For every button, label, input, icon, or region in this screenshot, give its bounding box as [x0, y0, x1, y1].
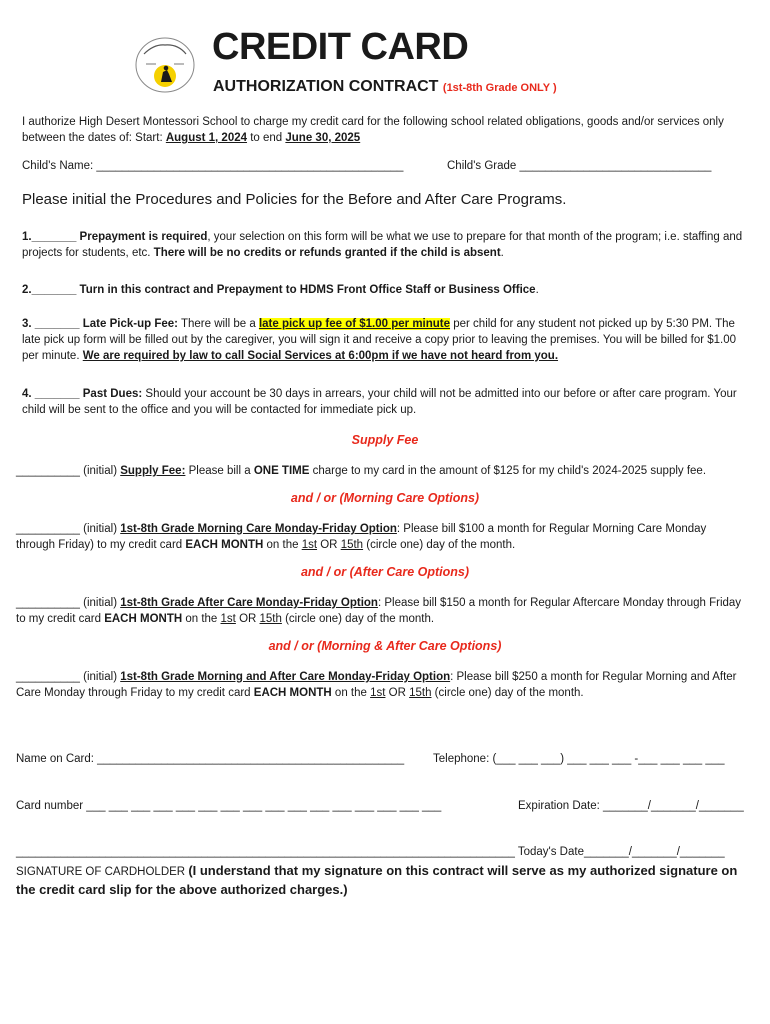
- card-number-field[interactable]: Card number ___ ___ ___ ___ ___ ___ ___ ___ ___ ___ ___ ___ ___ ___ ___ ___: [16, 800, 442, 812]
- child-name-field[interactable]: Child's Name: ________________________________________________: [22, 160, 404, 172]
- grade-note: (1st-8th Grade ONLY ): [442, 82, 557, 94]
- telephone-field[interactable]: Telephone: (___ ___ ___) ___ ___ ___ -___ ___ ___ ___: [433, 753, 725, 765]
- expiration-date-field[interactable]: Expiration Date: _______/_______/_______: [518, 800, 744, 812]
- morning-after-care-heading: and / or (Morning & After Care Options): [268, 639, 502, 653]
- policy-item-2: 2._______ Turn in this contract and Prepayment to HDMS Front Office Staff or Business Office.: [22, 284, 539, 296]
- end-date: June 30, 2025: [285, 132, 361, 144]
- late-fee-highlight: late pick up fee of $1.00 per minute: [258, 318, 451, 330]
- signature-line[interactable]: ______________________________________________________________________________ Today's Date_______/_______/_______: [16, 846, 725, 858]
- child-grade-field[interactable]: Child's Grade ______________________________: [447, 160, 712, 172]
- name-on-card-field[interactable]: Name on Card: ________________________________________________: [16, 753, 405, 765]
- signature-statement: SIGNATURE OF CARDHOLDER (I understand that my signature on this contract will serve as my authorized signature on the credit card slip for the above authorized charges.): [16, 863, 738, 897]
- authorization-paragraph: I authorize High Desert Montessori School to charge my credit card for the following school related obligations, goods and/or services only between the dates of: Start: August 1, 2024 to end June 30, 2025: [22, 116, 724, 144]
- policy-item-4: 4. _______ Past Dues: Should your account be 30 days in arrears, your child will not be admitted into our before or after care program. Your child will be sent to the office and you will be contacted for immediate pick up.: [22, 388, 737, 416]
- after-care-heading: and / or (After Care Options): [300, 565, 470, 579]
- supply-fee-heading: Supply Fee: [351, 433, 419, 447]
- start-date: August 1, 2024: [165, 132, 248, 144]
- form-title: CREDIT CARD: [212, 26, 469, 68]
- morning-care-heading: and / or (Morning Care Options): [290, 491, 480, 505]
- form-subtitle: AUTHORIZATION CONTRACT (1st-8th Grade ONLY ): [213, 78, 557, 95]
- policy-item-1: 1._______ Prepayment is required, your selection on this form will be what we use to prepare for that month of the program; i.e. staffing and projects for students, etc. There will be no credits or refunds granted if the child is absent.: [22, 231, 743, 259]
- morning-care-option[interactable]: __________ (initial) 1st-8th Grade Morning Care Monday-Friday Option: Please bill $100 a month for Regular Morning Care Monday through Friday) to my credit card EACH MONTH on the 1st OR 15th (circle one) day of the month.: [16, 523, 707, 551]
- school-logo: [134, 36, 196, 94]
- morning-after-care-option[interactable]: __________ (initial) 1st-8th Grade Morning and After Care Monday-Friday Option: Please bill $250 a month for Regular Morning and After Care Monday through Friday to my credit card EACH MONTH on the 1st OR 15th (circle one) day of the month.: [16, 671, 737, 699]
- after-care-option[interactable]: __________ (initial) 1st-8th Grade After Care Monday-Friday Option: Please bill $150 a month for Regular Aftercare Monday through Friday to my credit card EACH MONTH on the 1st OR 15th (circle one) day of the month.: [16, 597, 742, 625]
- procedures-heading: Please initial the Procedures and Policies for the Before and After Care Programs.: [22, 191, 567, 208]
- supply-fee-option[interactable]: __________ (initial) Supply Fee: Please bill a ONE TIME charge to my card in the amount of $125 for my child's 2024-2025 supply fee.: [16, 465, 707, 477]
- policy-item-3: 3. _______ Late Pick-up Fee: There will be a late pick up fee of $1.00 per minute per child for any student not picked up by 5:30 PM. The late pick up form will be filled out by the caregiver, you will sign it and receive a copy prior to leaving the premises. You will be billed for $1.00 per minute. We are required by law to call Social Services at 6:00pm if we have not heard from you.: [22, 318, 737, 362]
